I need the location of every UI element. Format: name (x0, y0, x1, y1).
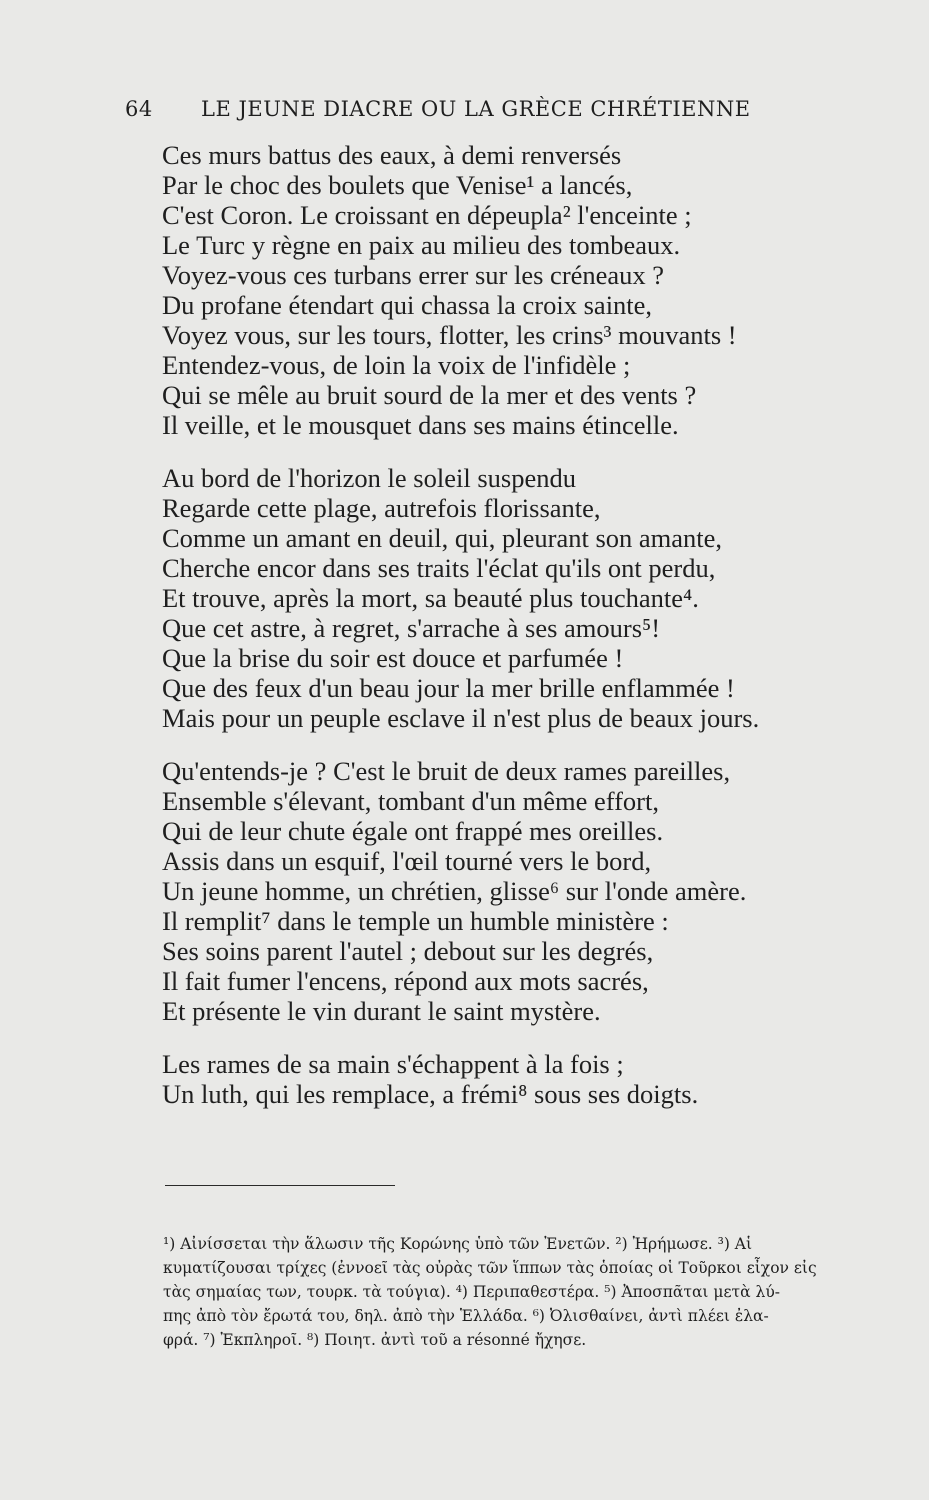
verse-line: Et trouve, après la mort, sa beauté plus touchante⁴. (162, 583, 699, 613)
stanza-4 (162, 1049, 862, 1109)
footnote-line: κυματίζουσαι τρίχες (ἐννοεῖ τὰς οὐρὰς τῶν ἵππων τὰς ὁποίας οἱ Τοῦρκοι εἶχον εἰς (163, 1259, 817, 1277)
footnotes (163, 1232, 843, 1352)
page-number: 64 (125, 97, 153, 121)
verse-line: Par le choc des boulets que Venise¹ a lancés, (162, 170, 633, 200)
footnote-rule (165, 1185, 395, 1186)
verse-line: Voyez vous, sur les tours, flotter, les crins³ mouvants ! (162, 320, 737, 350)
verse-line: Et présente le vin durant le saint mystère. (162, 996, 601, 1026)
verse-line: Il veille, et le mousquet dans ses mains étincelle. (162, 410, 679, 440)
verse-line: Ces murs battus des eaux, à demi renversés (162, 140, 622, 170)
verse-line: Un luth, qui les remplace, a frémi⁸ sous ses doigts. (162, 1079, 699, 1109)
verse-line: Qui de leur chute égale ont frappé mes oreilles. (162, 816, 664, 846)
verse-line: Entendez-vous, de loin la voix de l'infidèle ; (162, 350, 631, 380)
verse-line: Qu'entends-je ? C'est le bruit de deux rames pareilles, (162, 756, 731, 786)
footnote-line: ¹) Αἰνίσσεται τὴν ἅλωσιν τῆς Κορώνης ὑπὸ τῶν Ἐνετῶν. ²) Ἠρήμωσε. ³) Αἱ (163, 1235, 753, 1253)
verse-line: C'est Coron. Le croissant en dépeupla² l'enceinte ; (162, 200, 692, 230)
footnote-line: πης ἀπὸ τὸν ἔρωτά του, δηλ. ἀπὸ τὴν Ἑλλάδα. ⁶) Ὀλισθαίνει, ἀντὶ πλέει ἐλα- (163, 1307, 769, 1325)
footnote-line: φρά. ⁷) Ἐκπληροῖ. ⁸) Ποιητ. ἀντὶ τοῦ a résonné ἤχησε. (163, 1331, 587, 1349)
verse-line: Qui se mêle au bruit sourd de la mer et des vents ? (162, 380, 697, 410)
verse-line: Les rames de sa main s'échappent à la fois ; (162, 1049, 624, 1079)
verse-line: Cherche encor dans ses traits l'éclat qu'ils ont perdu, (162, 553, 716, 583)
verse-line: Voyez-vous ces turbans errer sur les créneaux ? (162, 260, 665, 290)
verse-line: Il fait fumer l'encens, répond aux mots sacrés, (162, 966, 649, 996)
verse-line: Le Turc y règne en paix au milieu des tombeaux. (162, 230, 681, 260)
verse-line: Comme un amant en deuil, qui, pleurant son amante, (162, 523, 723, 553)
verse-line: Au bord de l'horizon le soleil suspendu (162, 463, 576, 493)
verse-line: Mais pour un peuple esclave il n'est plus de beaux jours. (162, 703, 760, 733)
verse-line: Ses soins parent l'autel ; debout sur les degrés, (162, 936, 654, 966)
verse-line: Un jeune homme, un chrétien, glisse⁶ sur l'onde amère. (162, 876, 747, 906)
running-head (125, 97, 790, 129)
stanza-1 (162, 140, 862, 440)
verse-line: Assis dans un esquif, l'œil tourné vers le bord, (162, 846, 652, 876)
stanza-2 (162, 463, 862, 733)
footnote-line: τὰς σημαίας των, τουρκ. τὰ τούγια). ⁴) Περιπαθεστέρα. ⁵) Ἀποσπᾶται μετὰ λύ- (163, 1283, 780, 1301)
verse-line: Du profane étendart qui chassa la croix sainte, (162, 290, 653, 320)
verse-line: Il remplit⁷ dans le temple un humble ministère : (162, 906, 669, 936)
verse-line: Ensemble s'élevant, tombant d'un même effort, (162, 786, 659, 816)
verse-line: Regarde cette plage, autrefois florissante, (162, 493, 601, 523)
verse-line: Que cet astre, à regret, s'arrache à ses amours⁵! (162, 613, 661, 643)
poem-body (162, 140, 862, 1132)
book-title: LE JEUNE DIACRE OU LA GRÈCE CHRÉTIENNE (201, 97, 751, 121)
verse-line: Que la brise du soir est douce et parfumée ! (162, 643, 624, 673)
verse-line: Que des feux d'un beau jour la mer brille enflammée ! (162, 673, 735, 703)
stanza-3 (162, 756, 862, 1026)
